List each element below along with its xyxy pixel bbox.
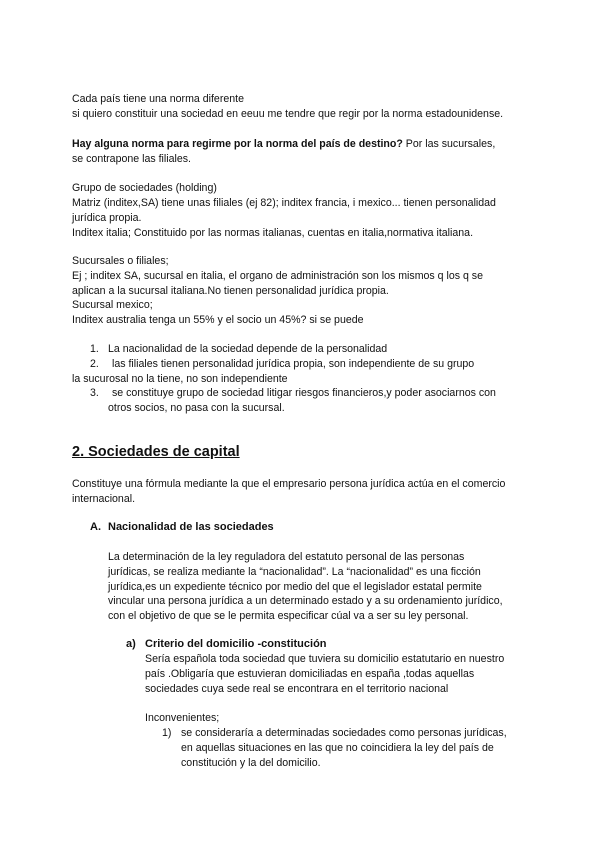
paragraph-line: con el objetivo de que se le permita especificar cúal va a ser su ley personal.	[108, 610, 469, 622]
subsection-label: A.	[90, 521, 101, 533]
paragraph-line: Grupo de sociedades (holding)	[72, 182, 217, 194]
list-item: La nacionalidad de la sociedad depende de la personalidad	[108, 343, 388, 355]
subsubsection-label: a)	[126, 638, 136, 650]
list-number: 1.	[90, 343, 99, 355]
question-text: Hay alguna norma para regirme por la norma del país de destino?	[72, 138, 403, 150]
subsection-heading: Nacionalidad de las sociedades	[108, 521, 274, 533]
paragraph-line: Sucursales o filiales;	[72, 255, 169, 267]
paragraph-line: se contrapone las filiales.	[72, 153, 191, 165]
paragraph-line: jurídica propia.	[72, 212, 142, 224]
list-number: 3.	[90, 387, 99, 399]
list-item: se constituye grupo de sociedad litigar riesgos financieros,y poder asociarnos con	[112, 387, 496, 399]
paragraph-line: jurídicas, se realiza mediante la “nacionalidad”. La “nacionalidad” es una ficción	[108, 566, 481, 578]
paragraph-line: sociedades cuya sede real se encontrara en el territorio nacional	[145, 683, 449, 695]
paragraph-line: Constituye una fórmula mediante la que el empresario persona jurídica actúa en el comercio	[72, 478, 506, 490]
list-item: se consideraría a determinadas sociedades como personas jurídicas,	[181, 727, 507, 739]
paragraph-line: Inconvenientes;	[145, 712, 220, 724]
paragraph-line: país .Obligaría que estuvieran domiciliadas en españa ,todas aquellas	[145, 668, 475, 680]
list-item-continued: otros socios, no pasa con la sucursal.	[108, 402, 285, 414]
paragraph-line: vincular una persona jurídica a un determinado estado y a su ordenamiento jurídico,	[108, 595, 503, 607]
paragraph-line: Cada país tiene una norma diferente	[72, 93, 244, 105]
list-item-continued: la sucurosal no la tiene, no son independiente	[72, 373, 288, 385]
paragraph-line: Sucursal mexico;	[72, 299, 153, 311]
list-number: 1)	[162, 727, 172, 739]
paragraph-line: internacional.	[72, 493, 136, 505]
paragraph-line: si quiero constituir una sociedad en eeuu me tendre que regir por la norma estadounidense.	[72, 108, 504, 120]
paragraph-line: Inditex australia tenga un 55% y el socio un 45%? si se puede	[72, 314, 364, 326]
list-item-continued: constitución y la del domicilio.	[181, 757, 321, 769]
list-number: 2.	[90, 358, 99, 370]
answer-text: Por las sucursales,	[402, 138, 496, 150]
paragraph-line: Inditex italia; Constituido por las normas italianas, cuentas en italia,normativa italiana.	[72, 227, 474, 239]
paragraph-line: Ej ; inditex SA, sucursal en italia, el organo de administración son los mismos q los q se	[72, 270, 483, 282]
list-item-continued: en aquellas situaciones en las que no coincidiera la ley del país de	[181, 742, 494, 754]
paragraph-line: Matriz (inditex,SA) tiene unas filiales (ej 82); inditex francia, i mexico... tienen personalidad	[72, 197, 496, 209]
question-line	[72, 137, 495, 151]
paragraph-line: aplican a la sucursal italiana.No tienen personalidad jurídica propia.	[72, 285, 389, 297]
section-heading: 2. Sociedades de capital	[72, 444, 240, 460]
paragraph-line: Sería española toda sociedad que tuviera su domicilio estatutario en nuestro	[145, 653, 505, 665]
subsubsection-heading: Criterio del domicilio -constitución	[145, 638, 327, 650]
paragraph-line: La determinación de la ley reguladora del estatuto personal de las personas	[108, 551, 465, 563]
list-item: las filiales tienen personalidad jurídica propia, son independiente de su grupo	[112, 358, 475, 370]
paragraph-line: jurídica,es un expediente técnico por medio del que el legislador estatal permite	[108, 581, 482, 593]
